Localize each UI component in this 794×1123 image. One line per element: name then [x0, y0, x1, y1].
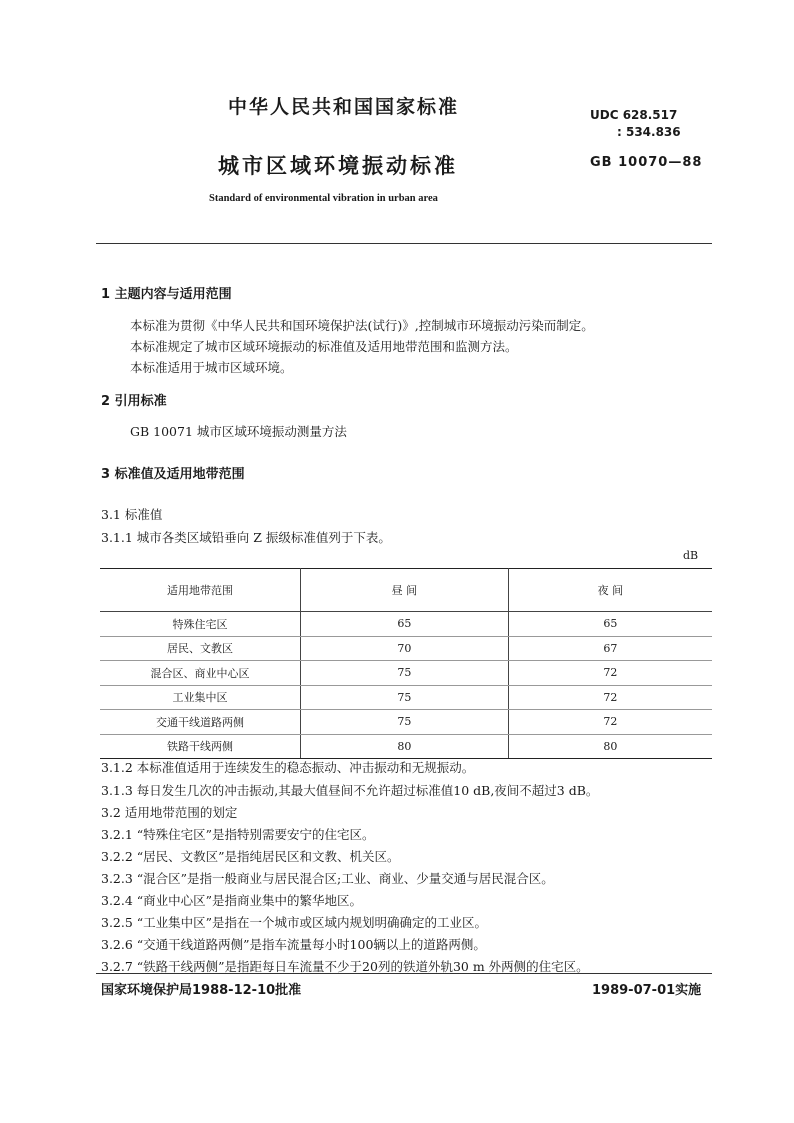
udc-code-line1: UDC 628.517: [590, 108, 678, 122]
col-header-night: 夜 间: [508, 569, 712, 612]
clause-3-2-1: 3.2.1 “特殊住宅区”是指特别需要安宁的住宅区。: [101, 827, 375, 842]
day-value-cell: 75: [301, 710, 509, 735]
footer-divider: [96, 973, 712, 974]
section-1-para-3: 本标准适用于城市区域环境。: [130, 360, 293, 375]
header-divider: [96, 243, 712, 244]
table-row: [100, 661, 712, 686]
night-value-cell: 72: [508, 661, 712, 686]
clause-3-2: 3.2 适用地带范围的划定: [101, 805, 238, 820]
zone-cell: 特殊住宅区: [100, 612, 301, 637]
col-header-zone: 适用地带范围: [100, 569, 301, 612]
table-row: [100, 636, 712, 661]
english-title: Standard of environmental vibration in urban area: [209, 193, 438, 204]
day-value-cell: 75: [301, 685, 509, 710]
zone-cell: 铁路干线两侧: [100, 734, 301, 759]
night-value-cell: 72: [508, 710, 712, 735]
clause-3-2-7: 3.2.7 “铁路干线两侧”是指距每日车流量不少于20列的铁道外轨30 m 外两侧的住宅区。: [101, 959, 589, 974]
table-row: [100, 612, 712, 637]
vibration-standard-table: [100, 568, 712, 759]
table-unit: dB: [683, 549, 699, 562]
clause-3-2-4: 3.2.4 “商业中心区”是指商业集中的繁华地区。: [101, 893, 363, 908]
night-value-cell: 65: [508, 612, 712, 637]
national-standard-heading: 中华人民共和国国家标准: [228, 96, 460, 118]
udc-code-line2: : 534.836: [617, 125, 681, 139]
clause-3-2-2: 3.2.2 “居民、文教区”是指纯居民区和文教、机关区。: [101, 849, 400, 864]
night-value-cell: 80: [508, 734, 712, 759]
section-2-heading: 2 引用标准: [101, 394, 167, 409]
clause-3-1-2: 3.1.2 本标准值适用于连续发生的稳态振动、冲击振动和无规振动。: [101, 760, 475, 775]
table-header-row: [100, 569, 712, 612]
table-row: [100, 710, 712, 735]
effective-date: 1989-07-01实施: [592, 983, 702, 998]
day-value-cell: 70: [301, 636, 509, 661]
section-1-para-2: 本标准规定了城市区域环境振动的标准值及适用地带范围和监测方法。: [130, 339, 518, 354]
section-3-heading: 3 标准值及适用地带范围: [101, 467, 245, 482]
reference-standard: GB 10071 城市区域环境振动测量方法: [130, 424, 347, 439]
day-value-cell: 65: [301, 612, 509, 637]
zone-cell: 工业集中区: [100, 685, 301, 710]
zone-cell: 交通干线道路两侧: [100, 710, 301, 735]
table-row: [100, 685, 712, 710]
document-title: 城市区域环境振动标准: [218, 154, 458, 178]
day-value-cell: 75: [301, 661, 509, 686]
day-value-cell: 80: [301, 734, 509, 759]
zone-cell: 混合区、商业中心区: [100, 661, 301, 686]
night-value-cell: 67: [508, 636, 712, 661]
section-1-heading: 1 主题内容与适用范围: [101, 287, 232, 302]
gb-number: GB 10070—88: [590, 155, 703, 170]
clause-3-2-3: 3.2.3 “混合区”是指一般商业与居民混合区;工业、商业、少量交通与居民混合区。: [101, 871, 554, 886]
table-row: [100, 734, 712, 759]
night-value-cell: 72: [508, 685, 712, 710]
clause-3-1-1: 3.1.1 城市各类区域铅垂向 Z 振级标准值列于下表。: [101, 530, 391, 545]
approval-date: 国家环境保护局1988-12-10批准: [101, 983, 302, 998]
zone-cell: 居民、文教区: [100, 636, 301, 661]
clause-3-2-5: 3.2.5 “工业集中区”是指在一个城市或区域内规划明确确定的工业区。: [101, 915, 488, 930]
clause-3-2-6: 3.2.6 “交通干线道路两侧”是指车流量每小时100辆以上的道路两侧。: [101, 937, 486, 952]
clause-3-1-3: 3.1.3 每日发生几次的冲击振动,其最大值昼间不允许超过标准值10 dB,夜间不超过3 dB。: [101, 783, 599, 798]
section-1-para-1: 本标准为贯彻《中华人民共和国环境保护法(试行)》,控制城市环境振动污染而制定。: [130, 318, 594, 333]
col-header-day: 昼 间: [301, 569, 509, 612]
clause-3-1: 3.1 标准值: [101, 507, 163, 522]
